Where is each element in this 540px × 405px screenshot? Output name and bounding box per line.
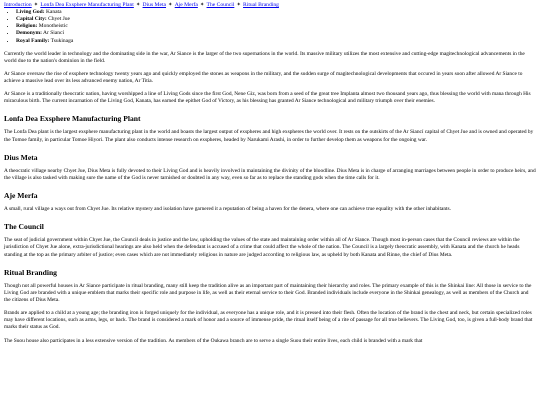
section-heading: Lonfa Dea Exsphere Manufacturing Plant [4,114,141,124]
intro-paragraph: Currently the world leader in technology and the dominating side in the war, Ar Siance is the larger of the two supernations in the world. Its massive military utilizes the most extensive and cutting-edge magitechnological advancements in the world due to the nation's dominion in the field. [4,50,525,64]
nav-separator: ✦ [236,2,242,8]
intro-section [4,51,536,106]
fact-value: Kanata [45,9,62,16]
fact-value: Monotheistic [38,23,68,30]
section-aje-merfa [4,191,536,213]
nav-link-lonfa-dea[interactable]: Lonfa Dea Exsphere Manufacturing Plant [40,2,134,8]
section-heading: Aje Merfa [4,191,38,200]
nav-link-the-council[interactable]: The Council [206,2,235,8]
section-paragraph: The seat of judicial government within Chyet Jue, the Council deals in justice and the law, upholding the values of the state and maintaining order within all of Ar Siance. Though most in-person cases that the Council reviews are within the jurisdiction of Chyet Jue alone, extra-jurisdictional hearings are also held when the defendant is accused of a crime that could affect the whole of the nation. The Council is a largely theocratic assembly, with Kanata and the church he heads standing at the top as the primary arbiter of justice; even cases which are not immediately religious in nature are judged according to religious law, as upheld by both Kanata and Rinne, the chief of Dius Meta. [4,237,520,258]
fact-demonym [16,30,536,37]
fact-living-god [16,9,536,16]
fact-religion [16,23,536,30]
fact-label: Religion: [16,23,38,30]
section-lonfa-dea [4,114,536,143]
section-paragraph: A small, rural village a ways out from Chyet Jue. Its relative mystery and isolation have garnered it a reputation of being a haven for the denera, where one can achieve true equality with the other inhabitants. [4,206,451,213]
nav-separator: ✦ [135,2,141,8]
section-paragraph: A theocratic village nearby Chyet Jue, Dius Meta is fully devoted to their Living God and is heavily involved in maintaining the divinity of the bloodline. Dius Meta is in charge of arranging marriages between people in order to produce heirs, and the village is also tasked with making sure the name of the God is never tarnished or doubted in any way, even so far as to replace the standing gods when the time calls for it. [4,167,536,181]
facts-list [4,9,536,44]
section-heading: Dius Meta [4,152,38,162]
section-paragraph: Brands are applied to a child at a young age; the branding iron is forged uniquely for the individual, as everyone has a unique role, and it is pressed into their flesh. Often the location of the brand is the chest and neck, but certain specialized roles may have different locations, such as arms, legs, or back. The brand is considered a mark of honor and a source of immense pride, the ritual itself being of a rite of passage for all true believers. The Living God, too, is given a full-body brand that marks their status as God. [4,310,533,331]
section-nav [4,2,536,9]
nav-link-introduction[interactable]: Introduction [4,2,32,8]
fact-label: Living God: [16,9,45,16]
nav-link-dius-meta[interactable]: Dius Meta [142,2,167,8]
section-the-council [4,222,536,258]
nav-separator: ✦ [168,2,173,8]
intro-paragraph: Ar Siance is a traditionally theocratic nation, having worshipped a line of Living Gods since the first God, Nene Giz, was born from a seed of the great tree Implanta almost two thousand years ago, thus blessing the world with mana through His miraculous birth. The current incarnation of the Living God, Kanata, has earned the epithet God of Victory, as his blessing has granted Ar Siance technological and military triumph over their enemies. [4,91,531,105]
nav-separator: ✦ [33,2,39,8]
intro-paragraph: Ar Siance oversaw the rise of exsphere technology twenty years ago and quickly employed the stones as weapons in the military, and the sudden surge of magitechnological developments that occured in years soon after allowed Ar Siance to achieve a massive lead over its less advanced enemy nation, Ar Titia. [4,70,523,84]
section-paragraph: The Suou house also participates in a less extensive version of the tradition. As members of the Oukawa branch are to serve a single Suou their entire lives, each child is branded with a mark that [4,337,423,344]
section-paragraph: The Lonfa Dea plant is the largest exsphere manufacturing plant in the world and boasts the largest output of exspheres and high exspheres the world over. It rests on the outskirts of the Ar Siancí capital of Chyet Jue and is owned and operated by the Tomoe family, in particular Tomoe Hiyori. The plant also conducts intense research on exspheres, headed by Narukami Arashi, in order to further develop them as weapons for the ongoing war. [4,129,534,143]
fact-royal-family [16,38,536,45]
section-dius-meta [4,153,536,182]
fact-value: Ar Siancí [43,30,64,37]
section-paragraph: Though not all powerful houses in Ar Siance participate in ritual branding, many still keep the tradition alive as an important part of maintaining their hierarchy and roles. The primary example of this is the Shinkai line: All those in service to the Living God are branded with a unique emblem that marks their specific role and purpose in life, as well as their eternal service to their God. Branded individuals include everyone in the Shinkai genealogy, as well as members of the Church and the citizens of Dius Meta. [4,282,532,304]
fact-value: Chyet Jue [48,16,70,23]
fact-value: Tsukinaga [50,37,74,44]
fact-capital-city [16,16,536,23]
nav-link-aje-merfa[interactable]: Aje Merfa [174,2,198,8]
section-heading: The Council [4,222,44,232]
nav-separator: ✦ [199,2,205,8]
section-heading: Ritual Branding [4,267,57,277]
fact-label: Demonym: [16,30,42,37]
fact-label: Royal Family: [16,37,50,44]
fact-label: Capital City: [16,16,47,23]
nav-link-ritual-branding[interactable]: Ritual Branding [243,2,279,8]
section-ritual-branding [4,268,536,345]
